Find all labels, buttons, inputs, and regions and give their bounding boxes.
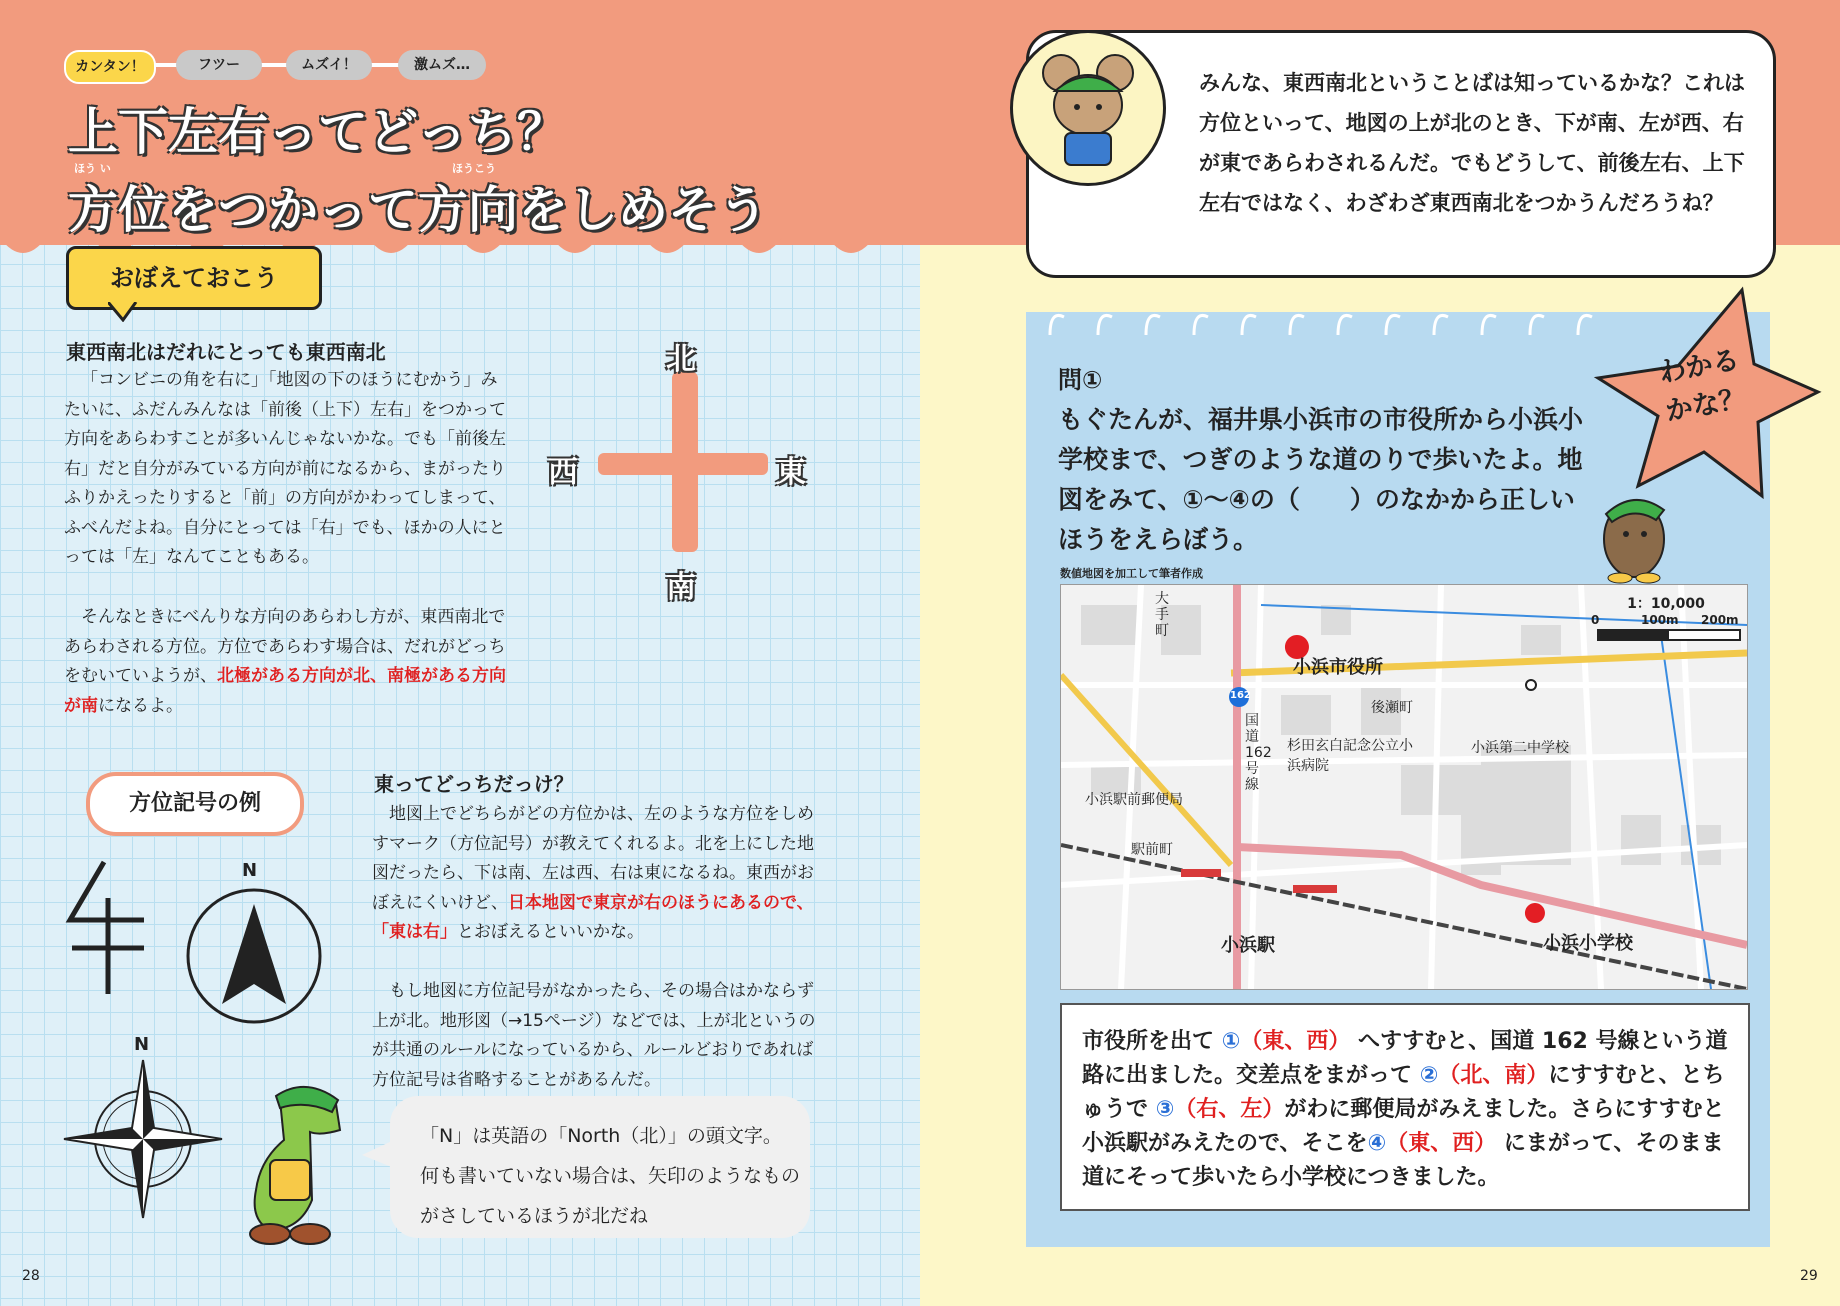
remember-label: おぼえておこう bbox=[66, 246, 322, 310]
section1-p2-text: そんなときにべんりな方向のあらわし方が、東西南北であらわされる方位。方位であらわす場合は、だれがどっちをむいていようが、 bbox=[64, 607, 506, 686]
ruby-houkou: ほうこう bbox=[452, 162, 496, 175]
choice-3-options: （右、左） bbox=[1174, 1097, 1285, 1122]
answer-box bbox=[1060, 1003, 1750, 1211]
difficulty-hard: ムズイ！ bbox=[286, 50, 372, 80]
answer-text bbox=[1082, 1025, 1732, 1195]
answer-segment-4: にまがって、そのまま道にそって歩いたら小学校につきました。 bbox=[1082, 1131, 1724, 1190]
map-label-national-road: 国道162号線 bbox=[1245, 713, 1272, 793]
mole-character-icon bbox=[1594, 484, 1674, 584]
choice-4-number: ④ bbox=[1367, 1131, 1387, 1156]
map-label-hospital: 杉田玄白記念公立小浜病院 bbox=[1287, 738, 1413, 774]
mouse-character bbox=[1010, 30, 1166, 186]
question-text: もぐたんが、福井県小浜市の市役所から小浜小学校まで、つぎのような道のりで歩いたよ。地図をみて、①～④の（ ）のなかから正しいほうをえらぼう。 bbox=[1058, 405, 1584, 554]
difficulty-normal: フツー bbox=[176, 50, 262, 80]
map-label-station: 小浜駅 bbox=[1221, 935, 1275, 956]
choice-4-options: （東、西） bbox=[1386, 1131, 1497, 1156]
difficulty-very-hard: 激ムズ… bbox=[398, 50, 486, 80]
ruby-houi: ほう い bbox=[74, 162, 111, 175]
star-line2: かな？ bbox=[1663, 382, 1749, 428]
north-speech-bubble bbox=[390, 1096, 810, 1238]
remember-label-tail bbox=[108, 302, 138, 322]
page-title-line2: 方位をつかって方向をしめそう bbox=[68, 181, 768, 239]
map-label-town-ote: 大手町 bbox=[1155, 591, 1169, 639]
page-number-left: 28 bbox=[22, 1268, 40, 1284]
section1-p2-highlight: 北極がある方向が北、南極がある方向が南 bbox=[64, 666, 506, 716]
choice-1-options: （東、西） bbox=[1240, 1029, 1351, 1054]
north-speech-text: 「N」は英語の「North（北）」の頭文字。何も書いていない場合は、矢印のようなものがさしているほうが北だね bbox=[420, 1125, 801, 1227]
star-line1: わかる bbox=[1656, 344, 1742, 390]
page-number-right: 29 bbox=[1800, 1268, 1818, 1284]
section1-paragraph2 bbox=[64, 603, 512, 721]
direction-symbol-label: 方位記号の例 bbox=[86, 772, 304, 836]
cross-horizontal-bar bbox=[598, 453, 768, 475]
section2-p1-highlight: 日本地図で東京が右のほうにあるので、「東は右」 bbox=[372, 892, 814, 942]
map-credit: 数値地図を加工して筆者作成 bbox=[1060, 567, 1203, 580]
map-label-middle-school: 小浜第二中学校 bbox=[1471, 740, 1569, 756]
map-graphic bbox=[1061, 585, 1747, 989]
choice-2-options: （北、南） bbox=[1438, 1063, 1549, 1088]
section2-p1-end: とおぼえるといいかな。 bbox=[457, 922, 644, 942]
map-scale-bar bbox=[1597, 629, 1741, 641]
choice-2-number: ② bbox=[1419, 1063, 1439, 1088]
compass-west-label: 西 bbox=[548, 455, 578, 490]
question-number: 問① bbox=[1058, 366, 1103, 394]
north-speech-tail bbox=[362, 1140, 394, 1170]
section1-heading: 東西南北はだれにとっても東西南北 bbox=[66, 340, 386, 364]
north-symbol-n: N bbox=[242, 860, 258, 881]
section1-paragraph1: 「コンビニの角を右に」「地図の下のほうにむかう」みたいに、ふだんみんなは「前後（上下）左右」をつかって方向をあらわすことが多いんじゃないかな。でも「前後左右」だと自分がみている方向が前になるから、まがったりふりかえったりすると「前」の方向がかわってしまって、ふべんだよね。自分にとっては「右」でも、ほかの人にとっては「左」なんてこともある。 bbox=[64, 370, 506, 567]
compass-north-label: 北 bbox=[666, 342, 696, 377]
map-scale-tick-2: 200m bbox=[1701, 613, 1739, 627]
map-label-city-hall: 小浜市役所 bbox=[1293, 657, 1383, 678]
answer-segment-2: にすすむと、とちゅうで bbox=[1082, 1063, 1725, 1122]
map-label-post-office: 小浜駅前郵便局 bbox=[1085, 792, 1183, 808]
answer-segment-1a: 市役所を出て bbox=[1082, 1029, 1215, 1054]
intro-text: みんな、東西南北ということばは知っているかな？これは方位といって、地図の上が北のとき、下が南、左が西、右が東であらわされるんだ。でもどうして、前後左右、上下左右ではなく、わざわざ東西南北をつかうんだろうね？ bbox=[1199, 71, 1745, 215]
choice-1-number: ① bbox=[1221, 1029, 1241, 1054]
compass-rose-icon bbox=[62, 1058, 224, 1220]
choice-3-number: ③ bbox=[1155, 1097, 1175, 1122]
compass-south-label: 南 bbox=[666, 570, 696, 605]
answer-segment-1b: へすすむと、国道 162 号線という道路に出ました。交差点をまがって bbox=[1082, 1029, 1728, 1088]
section2-paragraph2: もし地図に方位記号がなかったら、その場合はかならず上が北。地形図（→15ページ）などでは、上が北というのが共通のルールになっているから、ルールどおりであれば方位記号は省略することがあるんだ。 bbox=[372, 981, 816, 1090]
section2-heading: 東ってどっちだっけ？ bbox=[374, 772, 574, 796]
map-label-town-nochise: 後瀬町 bbox=[1371, 700, 1413, 716]
kanji-north-symbol-icon bbox=[62, 858, 152, 998]
compass-rose-n: N bbox=[134, 1034, 150, 1055]
answer-segment-3: がわに郵便局がみえました。さらにすすむと小浜駅がみえたので、そこを bbox=[1082, 1097, 1725, 1156]
map-scale-title: 1：10,000 bbox=[1627, 596, 1705, 612]
difficulty-easy: カンタン！ bbox=[64, 50, 156, 84]
map-route-number: 162 bbox=[1230, 690, 1251, 701]
map-scale-tick-1: 100m bbox=[1641, 613, 1679, 627]
section2-p1-text: 地図上でどちらがどの方位かは、左のような方位をしめすマーク（方位記号）が教えてくれるよ。北を上にした地図だったら、下は南、左は西、右は東になるね。東西がおぼえにくいけど、 bbox=[372, 804, 814, 913]
map-label-town-ekimae: 駅前町 bbox=[1131, 842, 1173, 858]
section2-paragraph1 bbox=[372, 800, 817, 948]
dinosaur-character-icon bbox=[240, 1080, 360, 1250]
circle-north-arrow-icon bbox=[184, 886, 324, 1026]
map-label-school: 小浜小学校 bbox=[1543, 933, 1633, 954]
page-title-line1: 上下左右ってどっち？ bbox=[68, 103, 567, 161]
compass-east-label: 東 bbox=[776, 455, 806, 490]
street-map bbox=[1060, 584, 1748, 990]
section1-p2-end: になるよ。 bbox=[98, 695, 183, 716]
map-scale-tick-0: 0 bbox=[1591, 613, 1600, 627]
mouse-icon bbox=[1013, 33, 1163, 183]
